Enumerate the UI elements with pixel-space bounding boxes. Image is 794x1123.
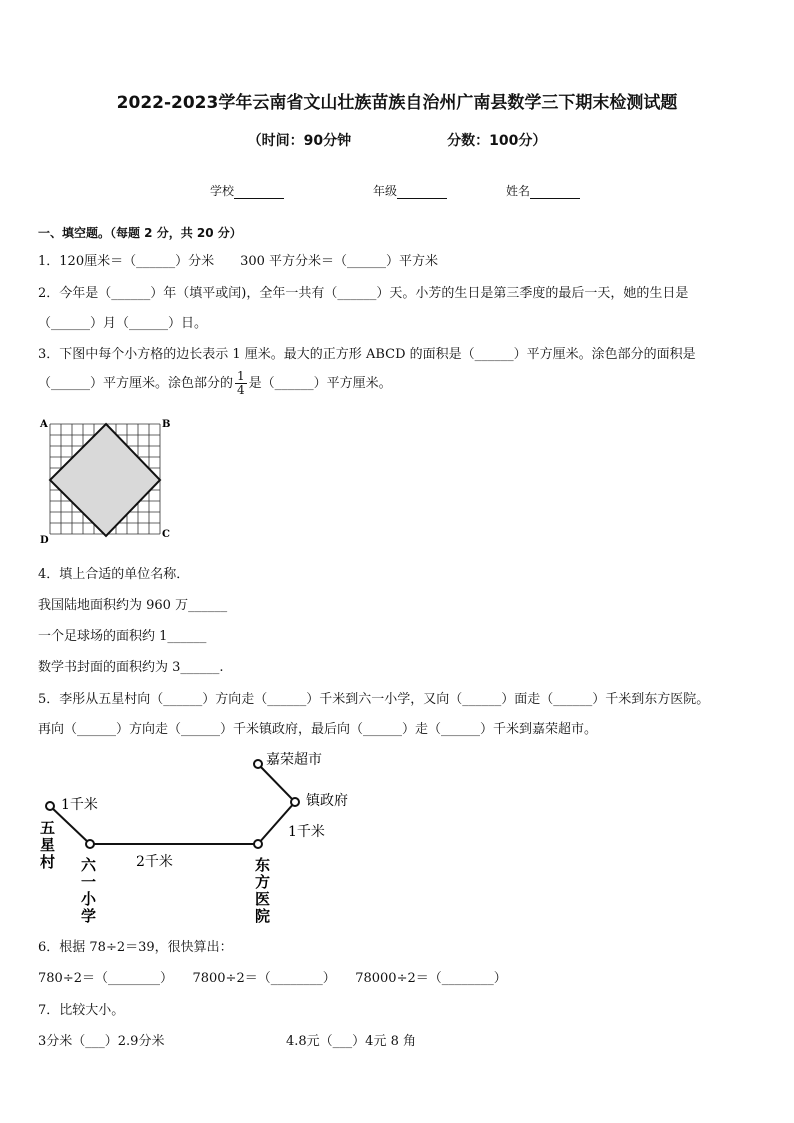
label-a: A	[40, 419, 48, 430]
label-dongfang-4: 院	[255, 907, 271, 925]
question-4-line-2: 我国陆地面积约为 960 万______	[38, 598, 228, 613]
route-map	[36, 746, 376, 928]
label-wuxing-1: 五	[40, 819, 56, 837]
school-field: 学校	[210, 182, 284, 199]
label-wuxing-2: 星	[40, 836, 56, 854]
exam-time: （时间：90分钟	[247, 133, 352, 149]
label-dongfang-3: 医	[255, 890, 271, 908]
question-2-line-2: （______）月（______）日。	[38, 316, 208, 331]
label-distance-3: 1千米	[288, 824, 325, 840]
grade-field: 年级	[373, 182, 447, 199]
label-liuyi-1: 六	[81, 856, 97, 874]
dongfang-point	[254, 840, 262, 848]
label-dongfang-1: 东	[255, 856, 271, 874]
question-7-line-1: 7．比较大小。	[38, 1003, 125, 1018]
question-1: 1．120厘米＝（______）分米 300 平方分米＝（______）平方米	[38, 254, 439, 269]
label-d: D	[40, 535, 49, 546]
page-title: 2022-2023学年云南省文山壮族苗族自治州广南县数学三下期末检测试题	[116, 93, 678, 113]
label-c: C	[162, 529, 170, 540]
question-4-line-3: 一个足球场的面积约 1______	[38, 629, 207, 644]
label-distance-2: 2千米	[136, 854, 173, 870]
label-liuyi-2: 一	[81, 873, 97, 891]
wuxing-point	[46, 802, 54, 810]
label-wuxing	[40, 819, 55, 871]
page-subtitle	[0, 130, 794, 150]
question-5-line-1: 5．李彤从五星村向（______）方向走（______）千米到六一小学，又向（______）面走（______）千米到东方医院。	[38, 692, 710, 707]
question-4-line-4: 数学书封面的面积约为 3______.	[38, 660, 224, 675]
label-liuyi	[81, 856, 97, 925]
jiarong-point	[254, 760, 262, 768]
question-5-line-2: 再向（______）方向走（______）千米镇政府，最后向（______）走（______）千米到嘉荣超市。	[38, 722, 598, 737]
exam-score: 分数：100分）	[447, 133, 547, 149]
label-dongfang	[255, 856, 270, 925]
label-liuyi-3: 小	[81, 890, 97, 908]
question-3-line-2: （______）平方厘米。涂色部分的 $\frac{1}{4}$ 是（______）平方厘米。	[38, 369, 392, 397]
label-jiarong: 嘉荣超市	[266, 752, 322, 768]
label-wuxing-3: 村	[40, 853, 56, 871]
question-2-line-1: 2．今年是（______）年（填平或闰)，全年一共有（______）天。小芳的生日是第三季度的最后一天，她的生日是	[38, 286, 689, 301]
question-6-line-2: 780÷2＝（________） 7800÷2＝（________） 78000÷2＝（________）	[38, 971, 507, 986]
shaded-square	[50, 424, 160, 536]
question-7-item-1: 3分米（___）2.9分米	[38, 1034, 165, 1049]
label-b: B	[162, 419, 171, 430]
label-dongfang-2: 方	[255, 873, 271, 891]
question-4-line-1: 4．填上合适的单位名称．	[38, 567, 190, 582]
section-heading: 一、填空题。（每题 2 分，共 20 分）	[38, 226, 242, 240]
label-zhengfu: 镇政府	[306, 793, 348, 809]
label-distance-1: 1千米	[61, 797, 98, 813]
zhengfu-point	[291, 798, 299, 806]
question-6-line-1: 6．根据 78÷2＝39，很快算出：	[38, 940, 233, 955]
fraction: $\frac{1}{4}$	[237, 369, 245, 397]
square-grid-figure	[36, 416, 176, 548]
label-liuyi-4: 学	[81, 907, 97, 925]
question-7-item-2: 4.8元（___）4元 8 角	[286, 1034, 416, 1049]
name-field: 姓名	[506, 182, 580, 199]
liuyi-point	[86, 840, 94, 848]
question-3-line-1: 3．下图中每个小方格的边长表示 1 厘米。最大的正方形 ABCD 的面积是（______）平方厘米。涂色部分的面积是	[38, 347, 696, 362]
